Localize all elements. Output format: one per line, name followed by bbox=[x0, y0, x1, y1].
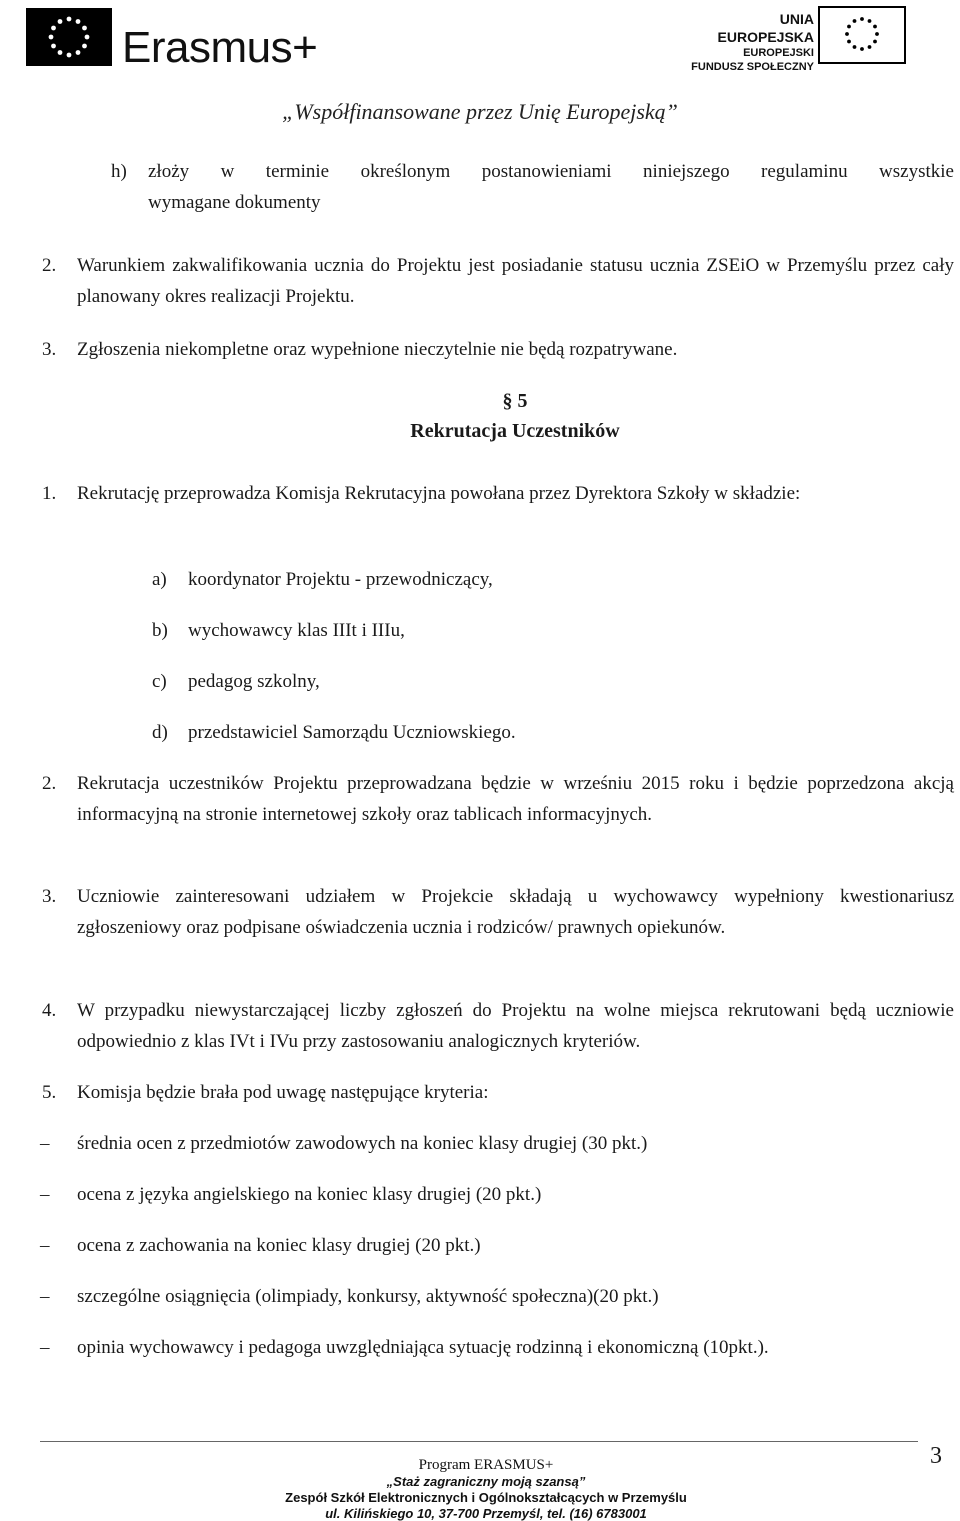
criteria-dash: – bbox=[40, 1133, 50, 1154]
recruitment-5-number: 5. bbox=[42, 1082, 57, 1103]
item-h-marker: h) bbox=[111, 161, 127, 182]
committee-item-d: przedstawiciel Samorządu Uczniowskiego. bbox=[188, 722, 516, 743]
ue-line-2: EUROPEJSKI bbox=[743, 47, 814, 59]
paragraph-3-number: 3. bbox=[42, 339, 57, 360]
paragraph-3-text: Zgłoszenia niekompletne oraz wypełnione nieczytelnie nie będą rozpatrywane. bbox=[77, 339, 678, 360]
ue-flag-stars-icon bbox=[818, 6, 906, 64]
criteria-dash: – bbox=[40, 1184, 50, 1205]
criteria-dash: – bbox=[40, 1286, 50, 1307]
committee-marker-d: d) bbox=[152, 722, 168, 743]
recruitment-2-text: Rekrutacja uczestników Projektu przeprowadzana będzie w wrześniu 2015 roku i będzie poprzedzona akcją informacyjną na stronie internetowej szkoły oraz tablicach informacyjnych. bbox=[77, 773, 954, 825]
paragraph-2-text: Warunkiem zakwalifikowania ucznia do Projektu jest posiadanie statusu ucznia ZSEiO w Przemyślu przez cały planowany okres realizacji Projektu. bbox=[77, 255, 954, 307]
criterion-item: ocena z języka angielskiego na koniec klasy drugiej (20 pkt.) bbox=[77, 1184, 542, 1205]
ue-efs-logo-text bbox=[684, 10, 814, 74]
committee-marker-a: a) bbox=[152, 569, 167, 590]
recruitment-4-text: W przypadku niewystarczającej liczby zgłoszeń do Projektu na wolne miejsca rekrutowani będą uczniowie odpowiednio z klas IVt i IVu przy zastosowaniu analogicznych kryteriów. bbox=[77, 1000, 954, 1052]
recruitment-2-number: 2. bbox=[42, 773, 57, 794]
criterion-item: szczególne osiągnięcia (olimpiady, konkursy, aktywność społeczna)(20 pkt.) bbox=[77, 1286, 659, 1307]
erasmus-logo-text: Erasmus+ bbox=[122, 23, 318, 72]
footer-divider bbox=[40, 1441, 918, 1442]
item-h-line-1: złoży w terminie określonym postanowieniami niniejszego regulaminu wszystkie bbox=[148, 161, 954, 182]
paragraph-2-number: 2. bbox=[42, 255, 57, 276]
eu-flag-stars-icon bbox=[26, 8, 112, 66]
ue-line-3: FUNDUSZ SPOŁECZNY bbox=[691, 61, 814, 73]
item-h-line-2: wymagane dokumenty bbox=[148, 192, 321, 213]
committee-marker-c: c) bbox=[152, 671, 167, 692]
committee-item-b: wychowawcy klas IIIt i IIIu, bbox=[188, 620, 405, 641]
footer-address: ul. Kilińskiego 10, 37-700 Przemyśl, tel. (16) 6783001 bbox=[325, 1506, 647, 1521]
committee-item-c: pedagog szkolny, bbox=[188, 671, 320, 692]
criterion-item: opinia wychowawcy i pedagoga uwzględniająca sytuację rodzinną i ekonomiczną (10pkt.). bbox=[77, 1337, 769, 1358]
recruitment-1-number: 1. bbox=[42, 483, 57, 504]
criteria-dash: – bbox=[40, 1337, 50, 1358]
page-number: 3 bbox=[930, 1443, 942, 1469]
footer-motto: „Staż zagraniczny moją szansą” bbox=[386, 1474, 586, 1489]
criterion-item: średnia ocen z przedmiotów zawodowych na koniec klasy drugiej (30 pkt.) bbox=[77, 1133, 648, 1154]
recruitment-3-text: Uczniowie zainteresowani udziałem w Projekcie składają u wychowawcy wypełniony kwestionariusz zgłoszeniowy oraz podpisane oświadczenia ucznia i rodziców/ prawnych opiekunów. bbox=[77, 886, 954, 938]
ue-line-1: UNIA EUROPEJSKA bbox=[717, 11, 814, 45]
cofinanced-by-eu-note: „Współfinansowane przez Unię Europejską” bbox=[282, 99, 678, 124]
footer-program: Program ERASMUS+ bbox=[418, 1457, 554, 1473]
recruitment-1-text: Rekrutację przeprowadza Komisja Rekrutacyjna powołana przez Dyrektora Szkoły w składzie: bbox=[77, 483, 801, 504]
criterion-item: ocena z zachowania na koniec klasy drugiej (20 pkt.) bbox=[77, 1235, 481, 1256]
committee-item-a: koordynator Projektu - przewodniczący, bbox=[188, 569, 493, 590]
section-symbol: § 5 bbox=[502, 390, 528, 412]
recruitment-5-text: Komisja będzie brała pod uwagę następujące kryteria: bbox=[77, 1082, 489, 1103]
recruitment-3-number: 3. bbox=[42, 886, 57, 907]
section-title: Rekrutacja Uczestników bbox=[410, 420, 620, 442]
footer-school: Zespół Szkół Elektronicznych i Ogólnokształcących w Przemyślu bbox=[285, 1490, 687, 1505]
criteria-dash: – bbox=[40, 1235, 50, 1256]
committee-marker-b: b) bbox=[152, 620, 168, 641]
recruitment-4-number: 4. bbox=[42, 1000, 57, 1021]
